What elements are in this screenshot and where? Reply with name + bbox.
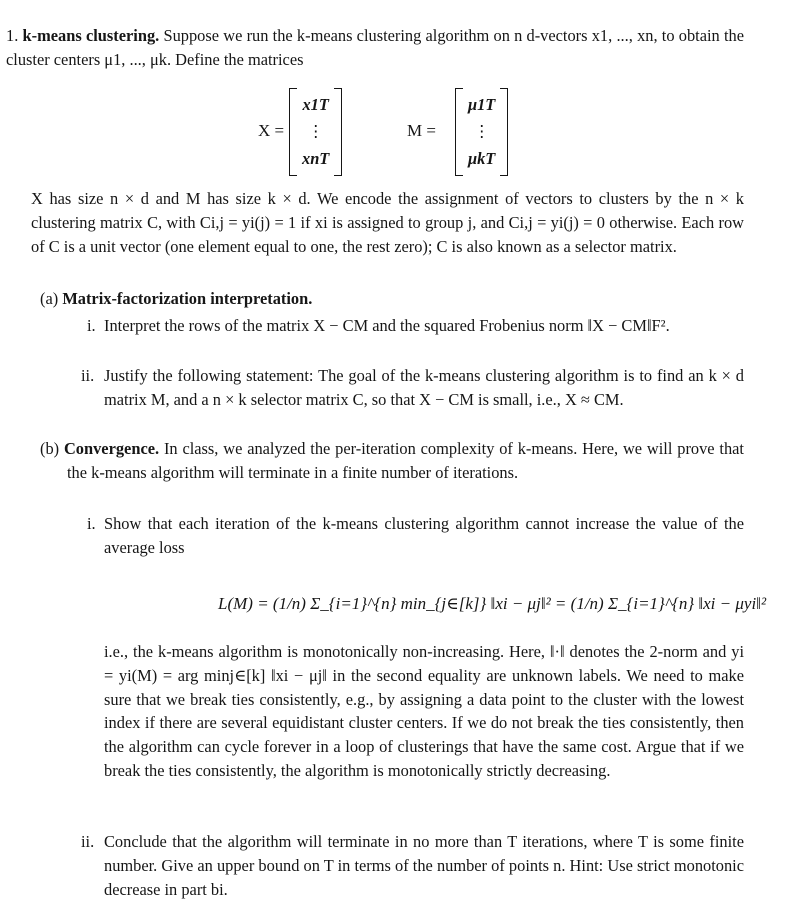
- problem-number: 1.: [6, 26, 19, 45]
- part-a-heading: [40, 287, 312, 311]
- problem-intro: [6, 24, 744, 72]
- part-a-item-i-label: i.: [87, 316, 96, 335]
- matrix-M-dots: ⋮: [473, 122, 490, 142]
- matrix-M-label: M =: [407, 121, 436, 140]
- part-b-item-ii-text: Conclude that the algorithm will terminate in no more than T iterations, where T is some finite number. Give an upper bound on T in terms of the number of points n. Hint: Use strict monotonic decrease in part bi.: [104, 832, 744, 899]
- definition-paragraph: X has size n × d and M has size k × d. We encode the assignment of vectors to clusters by the n × k clustering matrix C, with Ci,j = yi(j) = 1 if xi is assigned to group j, and Ci,j = yi(j) = 0 otherwise. Each row of C is a unit vector (one element equal to one, the rest zero); C is also known as a selector matrix.: [31, 189, 744, 256]
- part-a-label: (a): [40, 289, 59, 308]
- matrix-X: [289, 88, 342, 176]
- matrix-M-row-k: μkT: [468, 149, 496, 169]
- part-b-item-i-text: Show that each iteration of the k-means clustering algorithm cannot increase the value of the average loss: [104, 514, 744, 557]
- part-a-item-ii-label: ii.: [81, 366, 95, 385]
- matrix-X-label: X =: [258, 121, 285, 140]
- loss-equation: L(M) = (1/n) Σ_{i=1}^{n} min_{j∈[k]} ‖xi − μj‖² = (1/n) Σ_{i=1}^{n} ‖xi − μyi‖²: [218, 594, 767, 613]
- part-a-item-i-text: Interpret the rows of the matrix X − CM and the squared Frobenius norm ‖X − CM‖F².: [104, 316, 670, 335]
- part-b-label: (b): [40, 439, 60, 458]
- part-b-title: Convergence.: [63, 439, 160, 458]
- part-a-item-ii-text: Justify the following statement: The goal of the k-means clustering algorithm is to find an k × d matrix M, and a n × k selector matrix C, so that X − CM is small, i.e., X ≈ CM.: [104, 366, 744, 409]
- part-b-item-i-followup: i.e., the k-means algorithm is monotonically non-increasing. Here, ‖·‖ denotes the 2-norm and yi = yi(M) = arg minj∈[k] ‖xi − μj‖ in the second equality are unknown labels. We need to make sure that we break ties consistently, e.g., by assigning a data point to the cluster with the lowest index if there are several equidistant cluster centers. If we do not break the ties consistently, then the algorithm can cycle forever in a loop of clusterings that have the same cost. Argue that if we break the ties consistently, the algorithm is monotonically strictly decreasing.: [104, 642, 744, 780]
- problem-intro-text: Suppose we run the k-means clustering algorithm on n d-vectors x1, ..., xn, to obtain the cluster centers μ1, ..., μk. Define the matrices: [6, 26, 744, 69]
- part-b-item-i-label: i.: [87, 514, 96, 533]
- part-b-intro-text: In class, we analyzed the per-iteration complexity of k-means. Here, we will prove that the k-means algorithm will terminate in a finite number of iterations.: [67, 439, 744, 482]
- matrix-X-row-1: x1T: [302, 95, 329, 114]
- part-b-item-ii-label: ii.: [81, 832, 95, 851]
- matrix-M: [455, 88, 508, 176]
- part-a-title: Matrix-factorization interpretation.: [62, 289, 313, 308]
- problem-title: k-means clustering.: [22, 26, 160, 45]
- matrix-M-row-1: μ1T: [468, 95, 496, 114]
- matrix-X-dots: ⋮: [307, 122, 324, 142]
- matrix-X-row-n: xnT: [302, 149, 330, 169]
- part-b-intro: [40, 437, 744, 485]
